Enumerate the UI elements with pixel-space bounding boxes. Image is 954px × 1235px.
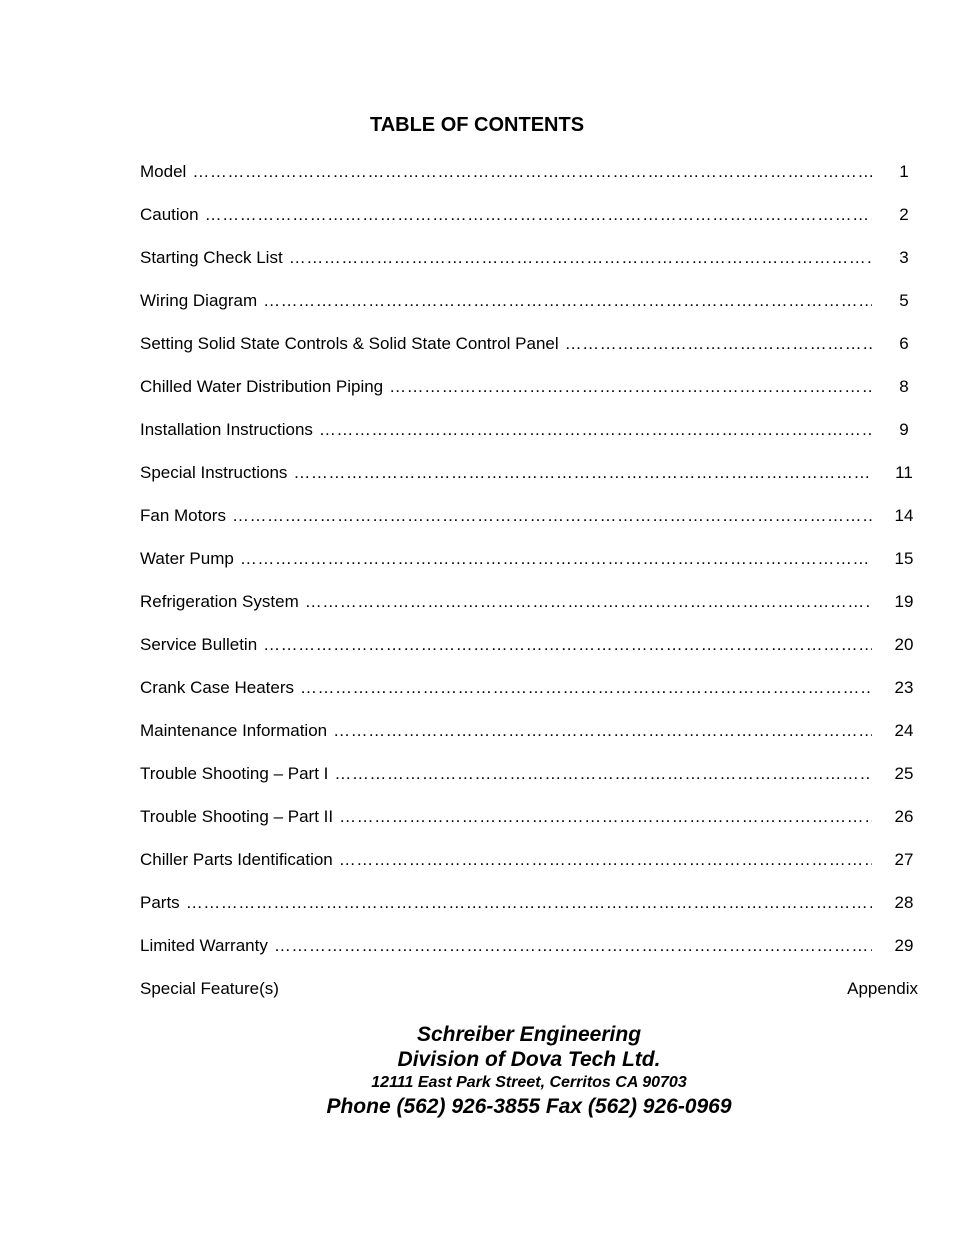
dot-leader <box>293 459 872 487</box>
toc-entry[interactable] <box>140 631 918 674</box>
dot-leader <box>263 631 872 659</box>
dot-leader <box>339 803 872 831</box>
toc-entry-label: Special Instructions <box>140 463 288 482</box>
toc-entry[interactable] <box>140 287 918 330</box>
toc-entry[interactable] <box>140 975 918 1018</box>
toc-entry-label: Parts <box>140 893 180 912</box>
toc-entry[interactable] <box>140 803 918 846</box>
toc-entry[interactable] <box>140 330 918 373</box>
dot-leader <box>319 416 872 444</box>
toc-entry-label: Service Bulletin <box>140 635 258 654</box>
toc-entry[interactable] <box>140 588 918 631</box>
toc-entry-label: Trouble Shooting – Part I <box>140 764 329 783</box>
toc-entry[interactable] <box>140 201 918 244</box>
toc-entry-page: 6 <box>899 334 909 353</box>
toc-entry-page: 9 <box>899 420 909 439</box>
toc-entry[interactable] <box>140 502 918 545</box>
dot-leader <box>389 373 872 401</box>
toc-entry-page: 1 <box>899 162 909 181</box>
toc-entry-label: Caution <box>140 205 199 224</box>
toc-entry-label: Crank Case Heaters <box>140 678 295 697</box>
toc-entry-page: 27 <box>894 850 914 869</box>
toc-entry[interactable] <box>140 373 918 416</box>
dot-leader <box>274 932 872 960</box>
toc-entry[interactable] <box>140 244 918 287</box>
toc-entry-page: 26 <box>894 807 914 826</box>
toc-entry-label: Starting Check List <box>140 248 283 267</box>
dot-leader <box>339 846 872 874</box>
toc-entry-page: 20 <box>894 635 914 654</box>
dot-leader <box>192 158 872 186</box>
toc-entry[interactable] <box>140 545 918 588</box>
dot-leader <box>263 287 872 315</box>
toc-entry-page: 2 <box>899 205 909 224</box>
toc-entry-page: 23 <box>894 678 914 697</box>
toc-entry-label: Special Feature(s) <box>140 979 279 998</box>
toc-entry-page: 28 <box>894 893 914 912</box>
toc-entry-label: Fan Motors <box>140 506 226 525</box>
company-name: Schreiber Engineering <box>416 1023 642 1046</box>
toc-entry-label: Chilled Water Distribution Piping <box>140 377 384 396</box>
toc-entry-page: Appendix <box>847 979 918 998</box>
toc-entry[interactable] <box>140 932 918 975</box>
page-title: TABLE OF CONTENTS <box>369 114 585 136</box>
toc-entry-page: 25 <box>894 764 914 783</box>
toc-entry[interactable] <box>140 674 918 717</box>
dot-leader <box>232 502 872 530</box>
dot-leader <box>305 588 872 616</box>
dot-leader <box>334 760 872 788</box>
toc-entry-page: 11 <box>895 463 913 482</box>
toc-entry-page: 14 <box>894 506 914 525</box>
toc-entry-page: 19 <box>894 592 914 611</box>
toc-entry[interactable] <box>140 158 918 201</box>
company-contact: Phone (562) 926-3855 Fax (562) 926-0969 <box>326 1095 732 1118</box>
dot-leader <box>289 244 872 272</box>
toc-entry-page: 5 <box>899 291 909 310</box>
toc-entry-label: Installation Instructions <box>140 420 313 439</box>
dot-leader <box>565 330 872 358</box>
company-block <box>0 1022 954 1119</box>
toc-entry-label: Model <box>140 162 187 181</box>
toc-entry-label: Trouble Shooting – Part II <box>140 807 334 826</box>
toc-entry-label: Refrigeration System <box>140 592 299 611</box>
company-division: Division of Dova Tech Ltd. <box>397 1048 661 1071</box>
dot-leader <box>205 201 872 229</box>
toc-entry[interactable] <box>140 760 918 803</box>
toc-entry-page: 15 <box>894 549 914 568</box>
dot-leader <box>300 674 872 702</box>
toc-entry-label: Maintenance Information <box>140 721 328 740</box>
toc-entry-label: Water Pump <box>140 549 234 568</box>
toc-entry-label: Chiller Parts Identification <box>140 850 333 869</box>
toc-entry[interactable] <box>140 889 918 932</box>
toc-entry[interactable] <box>140 416 918 459</box>
dot-leader <box>333 717 872 745</box>
dot-leader <box>186 889 872 917</box>
toc-entry-label: Limited Warranty <box>140 936 268 955</box>
toc-entry-page: 24 <box>894 721 914 740</box>
toc-entry-page: 3 <box>899 248 909 267</box>
company-address: 12111 East Park Street, Cerritos CA 90703 <box>371 1074 687 1091</box>
toc-entry[interactable] <box>140 846 918 889</box>
toc-entry-page: 8 <box>899 377 909 396</box>
toc-entry-label: Setting Solid State Controls & Solid State Control Panel <box>140 334 559 353</box>
toc-entry-page: 29 <box>894 936 914 955</box>
toc-entry-label: Wiring Diagram <box>140 291 258 310</box>
toc-entry[interactable] <box>140 717 918 760</box>
dot-leader <box>240 545 872 573</box>
toc-entry[interactable] <box>140 459 918 502</box>
table-of-contents <box>140 158 918 1018</box>
